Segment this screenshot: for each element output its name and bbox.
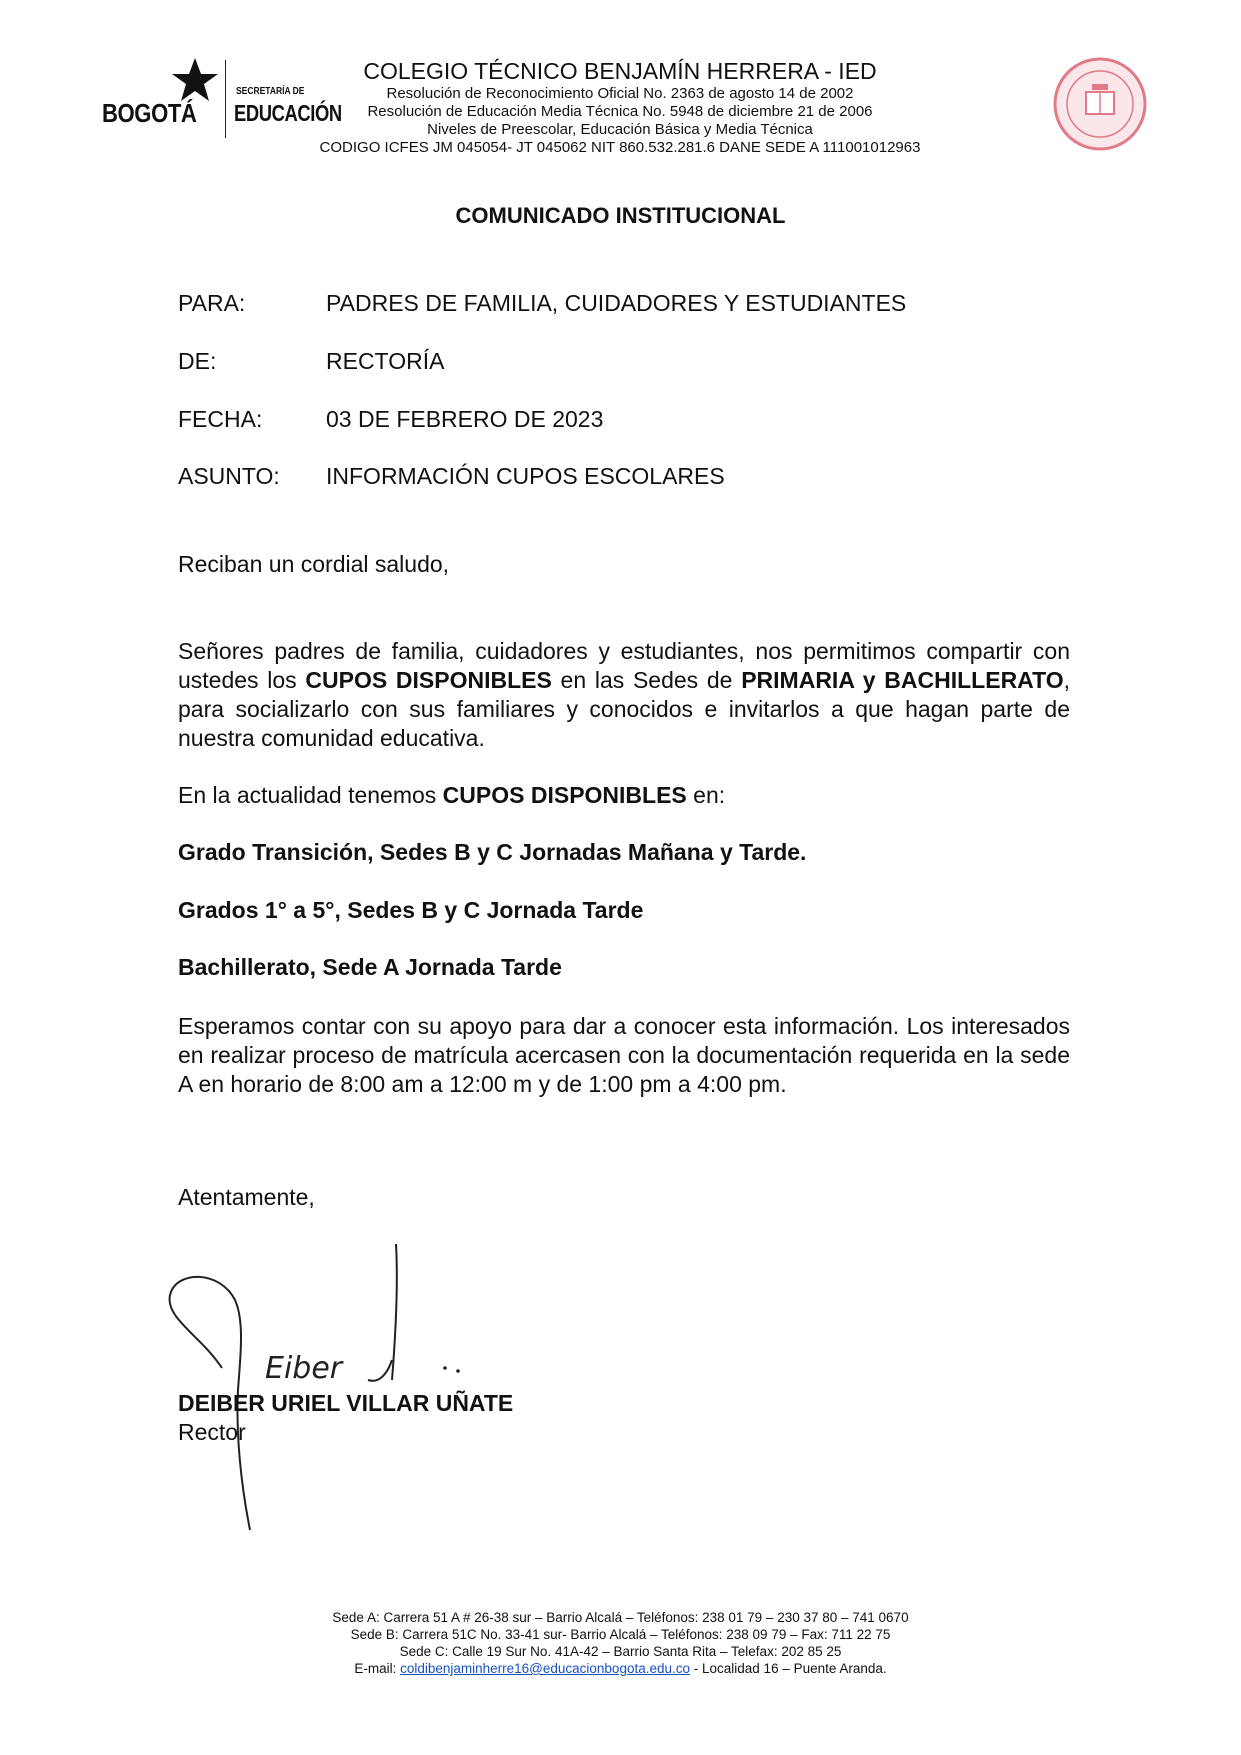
logo-secretaria-big: EDUCACIÓN [234,100,342,126]
paragraph-intro-text-2: en las Sedes de [551,667,742,693]
meta-fecha-value: 03 DE FEBRERO DE 2023 [326,406,604,432]
footer-email-suffix: - Localidad 16 – Puente Aranda. [690,1661,887,1676]
signer-name: DEIBER URIEL VILLAR UÑATE [178,1390,514,1416]
footer-email-link[interactable]: coldibenjaminherre16@educacionbogota.edu.co [400,1661,691,1676]
meta-asunto-value: INFORMACIÓN CUPOS ESCOLARES [326,463,725,489]
footer [0,1609,1241,1677]
footer-sede-b: Sede B: Carrera 51C No. 33-41 sur- Barrio Alcalá – Teléfonos: 238 09 79 – Fax: 711 22 75 [350,1627,891,1642]
closing: Atentamente, [178,1184,315,1210]
paragraph-intro-text-3: , para socializarlo con sus familiares y conocidos e invitarlos a que hagan parte de nuestra comunidad educativa. [178,667,1070,751]
school-seal-icon [1052,56,1148,152]
footer-email-label: E-mail: [354,1661,401,1676]
logo-city: BOGOTÁ [102,98,197,128]
letterhead-line-1: Resolución de Reconocimiento Oficial No. 2363 de agosto 14 de 2002 [386,85,854,102]
letterhead-line-3: Niveles de Preescolar, Educación Básica y Media Técnica [427,121,813,138]
document-title: COMUNICADO INSTITUCIONAL [455,203,786,228]
signer-role: Rector [178,1419,246,1445]
letterhead-line-2: Resolución de Educación Media Técnica No. 5948 de diciembre 21 de 2006 [367,103,873,120]
footer-sede-c: Sede C: Calle 19 Sur No. 41A-42 – Barrio Santa Rita – Telefax: 202 85 25 [399,1644,842,1659]
logo-secretaria-small: SECRETARÍA DE [236,86,305,97]
paragraph-availability-text-2: en: [686,782,726,808]
meta-fecha-label: FECHA: [178,406,263,432]
paragraph-intro-bold-1: CUPOS DISPONIBLES [305,667,552,693]
meta-asunto-label: ASUNTO: [178,463,280,489]
meta-para-value: PADRES DE FAMILIA, CUIDADORES Y ESTUDIANTES [326,290,907,316]
paragraph-availability-text-1: En la actualidad tenemos [178,782,443,808]
letterhead [280,57,960,157]
meta-de-value: RECTORÍA [326,348,445,374]
logo-divider [225,60,226,138]
school-name: COLEGIO TÉCNICO BENJAMÍN HERRERA - IED [363,58,877,84]
paragraph-intro-text-1: Señores padres de familia, cuidadores y estudiantes, nos permitimos compartir con ustedes los [178,638,1070,693]
meta-para-label: PARA: [178,290,246,316]
footer-email-line [0,1660,1241,1677]
meta-de-label: DE: [178,348,217,374]
availability-item-1: Grado Transición, Sedes B y C Jornadas Mañana y Tarde. [178,839,807,865]
paragraph-enrollment: Esperamos contar con su apoyo para dar a conocer esta información. Los interesados en realizar proceso de matrícula acercasen con la documentación requerida en la sede A en horario de 8:00 am a 12:00 m y de 1:00 pm a 4:00 pm. [178,1013,1070,1097]
greeting: Reciban un cordial saludo, [178,551,450,577]
signature-scribble: Eiber [265,1351,343,1386]
letterhead-line-4: CODIGO ICFES JM 045054- JT 045062 NIT 860.532.281.6 DANE SEDE A 111001012963 [319,139,921,156]
paragraph-intro [178,637,1070,753]
paragraph-availability-bold: CUPOS DISPONIBLES [442,782,687,808]
footer-sede-a: Sede A: Carrera 51 A # 26-38 sur – Barrio Alcalá – Teléfonos: 238 01 79 – 230 37 80 – 741 0670 [332,1610,909,1625]
paragraph-intro-bold-2: PRIMARIA y BACHILLERATO [741,667,1064,693]
paragraph-availability [178,781,1070,810]
availability-item-2: Grados 1° a 5°, Sedes B y C Jornada Tarde [178,897,644,923]
availability-item-3: Bachillerato, Sede A Jornada Tarde [178,954,562,980]
